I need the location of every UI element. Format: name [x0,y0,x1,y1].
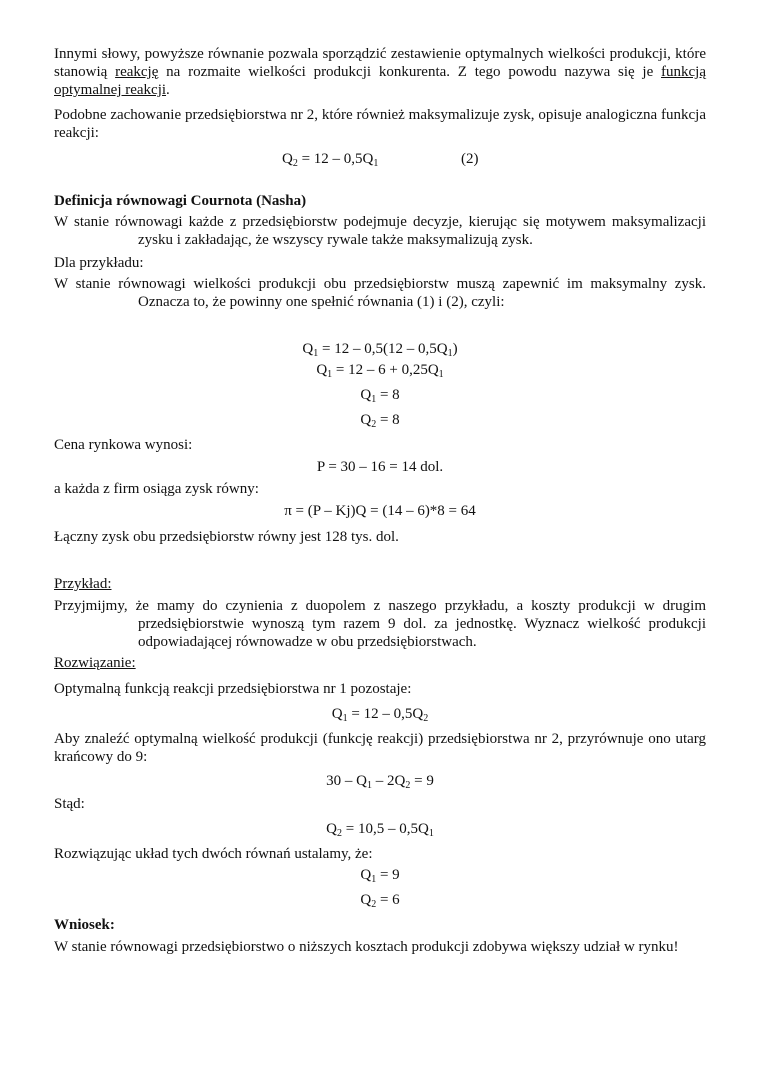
total-profit-text: Łączny zysk obu przedsiębiorstw równy jest 128 tys. dol. [54,529,399,545]
solution-equation-b: $Q_1 = 12 - 6 + 0,25Q_1$ [316,362,444,380]
solution-step-3: Stąd: [54,796,85,812]
intro-text-b: na rozmaite wielkości produkcji konkurenta. Z tego powodu nazywa się je [158,64,662,80]
intro-paragraph [54,45,706,99]
marginal-revenue-equation: $30 - Q_1 - 2Q_2 = 9$ [326,773,434,791]
result-q2: $Q_2 = 6$ [360,892,400,910]
equation-2 [0,150,760,168]
solution-equation-q1: $Q_1 = 8$ [360,387,400,405]
example2-label: Przykład: [54,576,112,592]
link-funkcja-optymalnej-reakcji[interactable]: funkcją optymalnej reakcji [54,64,706,98]
solution-step-4: Rozwiązując układ tych dwóch równań ustalamy, że: [54,846,373,862]
conclusion-text: W stanie równowagi przedsiębiorstwo o niższych kosztach produkcji zdobywa większy udział w rynku! [54,939,679,955]
profit-label: a każda z firm osiąga zysk równy: [54,481,259,497]
example2-text: Przyjmijmy, że mamy do czynienia z duopolem z naszego przykładu, a koszty produkcji w drugim przedsiębiorstwie wynoszą tym razem 9 dol. za jednostkę. Wyznacz wielkość produkcji odpowiadającej równowadze w obu przedsiębiorstwach. [54,598,706,650]
solution-step-2: Aby znaleźć optymalną wielkość produkcji (funkcję reakcji) przedsiębiorstwa nr 2, przyrównuje ono utarg krańcowy do 9: [54,731,706,765]
definition-heading: Definicja równowagi Cournota (Nasha) [54,193,307,209]
solution-equation-q2: $Q_2 = 8$ [360,412,400,430]
intro-text-a: Innymi słowy, powyższe równanie pozwala sporządzić zestawienie optymalnych wielkości produkcji, które stanowią [54,46,706,80]
price-label: Cena rynkowa wynosi: [54,437,193,453]
reaction-equation-firm1: $Q_1 = 12 - 0,5Q_2$ [331,706,429,724]
conclusion-heading: Wniosek: [54,917,115,933]
definition-text: W stanie równowagi każde z przedsiębiorstw podejmuje decyzje, kierując się motywem maksymalizacji zysku i zakładając, że wszyscy rywale także maksymalizują zysk. [54,214,706,248]
link-reakcje[interactable]: reakcję [115,64,159,80]
solution-equation-a: $Q_1 = 12 - 0,5(12 - 0,5Q_1)$ [302,341,458,359]
firm2-paragraph: Podobne zachowanie przedsiębiorstwa nr 2, które również maksymalizuje zysk, opisuje analogiczna funkcja reakcji: [54,107,706,141]
example-label: Dla przykładu: [54,255,144,271]
equation-2-expression: $Q_2 = 12 - 0,5Q_1$ [282,151,379,169]
profit-equation: π = (P – Kj)Q = (14 – 6)*8 = 64 [284,503,476,519]
example-text: W stanie równowagi wielkości produkcji obu przedsiębiorstw muszą zapewnić im maksymalny zysk. Oznacza to, że powinny one spełnić równania (1) i (2), czyli: [54,276,706,310]
intro-text-c: . [166,82,170,98]
solution-step-1: Optymalną funkcją reakcji przedsiębiorstwa nr 1 pozostaje: [54,681,412,697]
solution-label: Rozwiązanie: [54,655,136,671]
equation-2-number: (2) [461,151,479,167]
result-q1: $Q_1 = 9$ [360,867,400,885]
price-equation: P = 30 – 16 = 14 dol. [316,459,444,475]
reaction-equation-firm2: $Q_2 = 10,5 - 0,5Q_1$ [326,821,434,839]
